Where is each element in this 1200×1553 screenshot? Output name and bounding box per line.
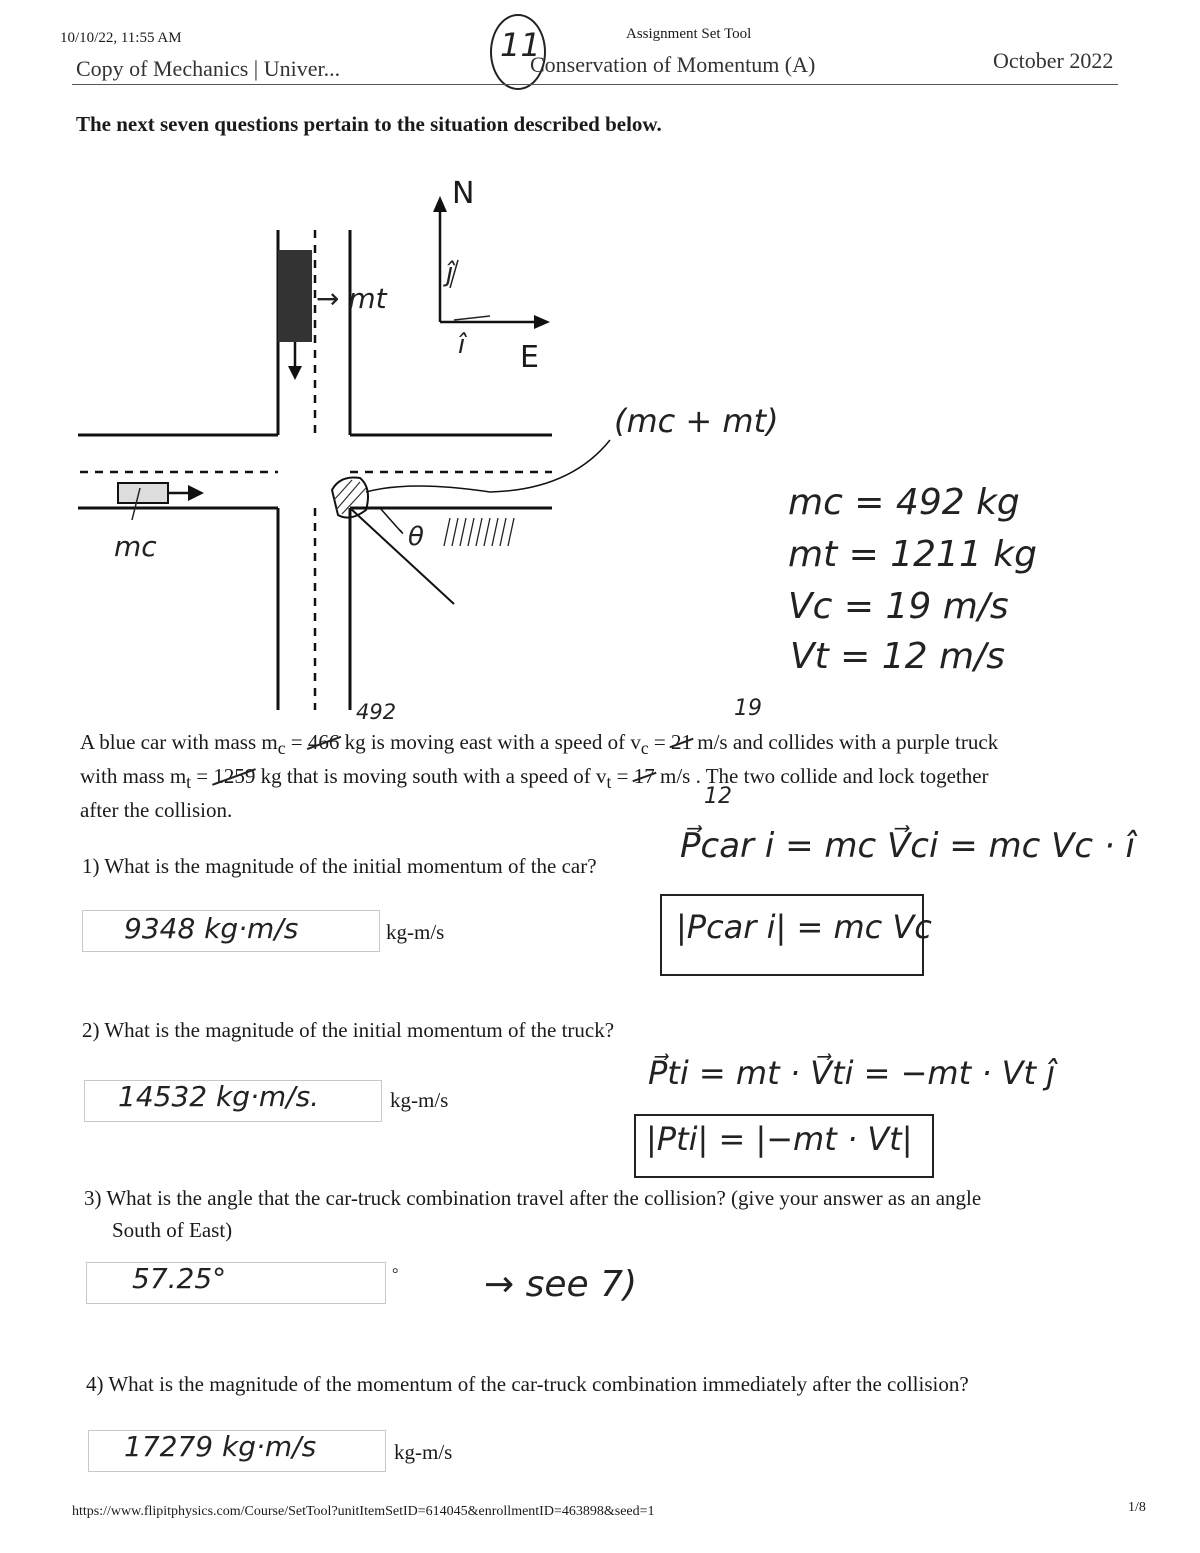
given-vt: Vt = 12 m/s: [790, 636, 1005, 677]
north-label: N: [452, 176, 475, 211]
east-label: E: [520, 340, 539, 375]
truck-shape: [278, 250, 312, 342]
problem-line-1: [80, 730, 998, 759]
assignment-title: Conservation of Momentum (A): [530, 52, 816, 77]
sub-c-2: c: [640, 738, 649, 759]
question-1-work: P⃗car i = mc V⃗ci = mc Vc · î: [680, 826, 1135, 866]
sub-c: c: [277, 738, 286, 759]
question-3-unit: °: [392, 1266, 399, 1283]
i-hat-label: î: [458, 330, 466, 360]
problem-text-j: m/s . The two collide and lock together: [654, 764, 989, 788]
theta-label: θ: [408, 522, 424, 552]
page-number: 1/8: [1128, 1500, 1146, 1515]
question-4-unit: kg-m/s: [394, 1440, 453, 1464]
question-3-answer-box[interactable]: [86, 1262, 386, 1304]
footer-url: https://www.flipitphysics.com/Course/SetTool?unitItemSetID=614045&enrollmentID=463898&seed=1: [72, 1504, 655, 1519]
speed-truck-correction: 12: [704, 784, 732, 809]
speed-car-value: 21: [671, 730, 693, 754]
question-2-answer: 14532 kg·m/s.: [118, 1080, 320, 1113]
question-3-text-cont: South of East): [112, 1218, 233, 1242]
combined-mass-label: (mc + mt): [614, 402, 779, 440]
sub-t-2: t: [606, 772, 612, 793]
mass-car-value: 466: [307, 730, 340, 754]
question-4-text: 4) What is the magnitude of the momentum of the car-truck combination immediately after the collision?: [86, 1372, 969, 1396]
page-date: October 2022: [993, 48, 1114, 73]
problem-text-g: =: [191, 764, 214, 788]
course-name: Copy of Mechanics | Univer...: [76, 56, 341, 81]
mass-car-correction: 492: [356, 700, 397, 724]
question-2-unit: kg-m/s: [390, 1088, 449, 1112]
problem-text-f: with mass m: [80, 764, 187, 788]
question-3-answer: 57.25°: [132, 1262, 227, 1295]
question-1-answer: 9348 kg·m/s: [124, 912, 299, 945]
question-2-boxed-text: |Pti| = |−mt · Vt|: [646, 1120, 913, 1158]
circled-number-text: 11: [500, 26, 541, 64]
problem-text-b: =: [285, 730, 308, 754]
problem-text-c: kg is moving east with a speed of v: [339, 730, 641, 754]
sub-t: t: [186, 772, 192, 793]
question-1-unit: kg-m/s: [386, 920, 445, 944]
question-3-note: → see 7): [484, 1264, 638, 1305]
intersection-diagram: [70, 170, 790, 730]
tool-name: Assignment Set Tool: [626, 26, 752, 42]
header-rule: [72, 84, 1118, 85]
given-vc: Vc = 19 m/s: [788, 586, 1009, 627]
problem-text-e: m/s and collides with a purple truck: [692, 730, 999, 754]
car-mass-label: mc: [114, 530, 157, 563]
problem-line-2: [80, 764, 989, 793]
given-mt: mt = 1211 kg: [788, 534, 1037, 575]
j-hat-label: ĵ: [446, 258, 454, 288]
car-shape: [118, 483, 168, 503]
given-mc: mc = 492 kg: [788, 482, 1020, 523]
question-4-answer: 17279 kg·m/s: [124, 1430, 317, 1463]
question-2-work: P⃗ti = mt · V⃗ti = −mt · Vt ĵ: [648, 1054, 1056, 1092]
intro-text: The next seven questions pertain to the situation described below.: [76, 112, 662, 136]
speed-car-correction: 19: [734, 696, 762, 721]
problem-text-i: =: [611, 764, 634, 788]
question-3-text: 3) What is the angle that the car-truck combination travel after the collision? (give your answer as an angle: [84, 1186, 982, 1210]
problem-text-h: kg that is moving south with a speed of v: [255, 764, 607, 788]
speed-truck-value: 17: [633, 764, 655, 788]
problem-line-3: after the collision.: [80, 798, 233, 822]
problem-text-d: =: [648, 730, 672, 754]
problem-text-a: A blue car with mass m: [80, 730, 278, 754]
question-1-boxed-text: |Pcar i| = mc Vc: [676, 908, 932, 946]
question-2-text: 2) What is the magnitude of the initial momentum of the truck?: [82, 1018, 615, 1042]
question-1-text: 1) What is the magnitude of the initial momentum of the car?: [82, 854, 597, 878]
print-timestamp: 10/10/22, 11:55 AM: [60, 30, 182, 46]
mass-truck-value: 1259: [213, 764, 256, 788]
truck-mass-label: → mt: [316, 282, 387, 315]
